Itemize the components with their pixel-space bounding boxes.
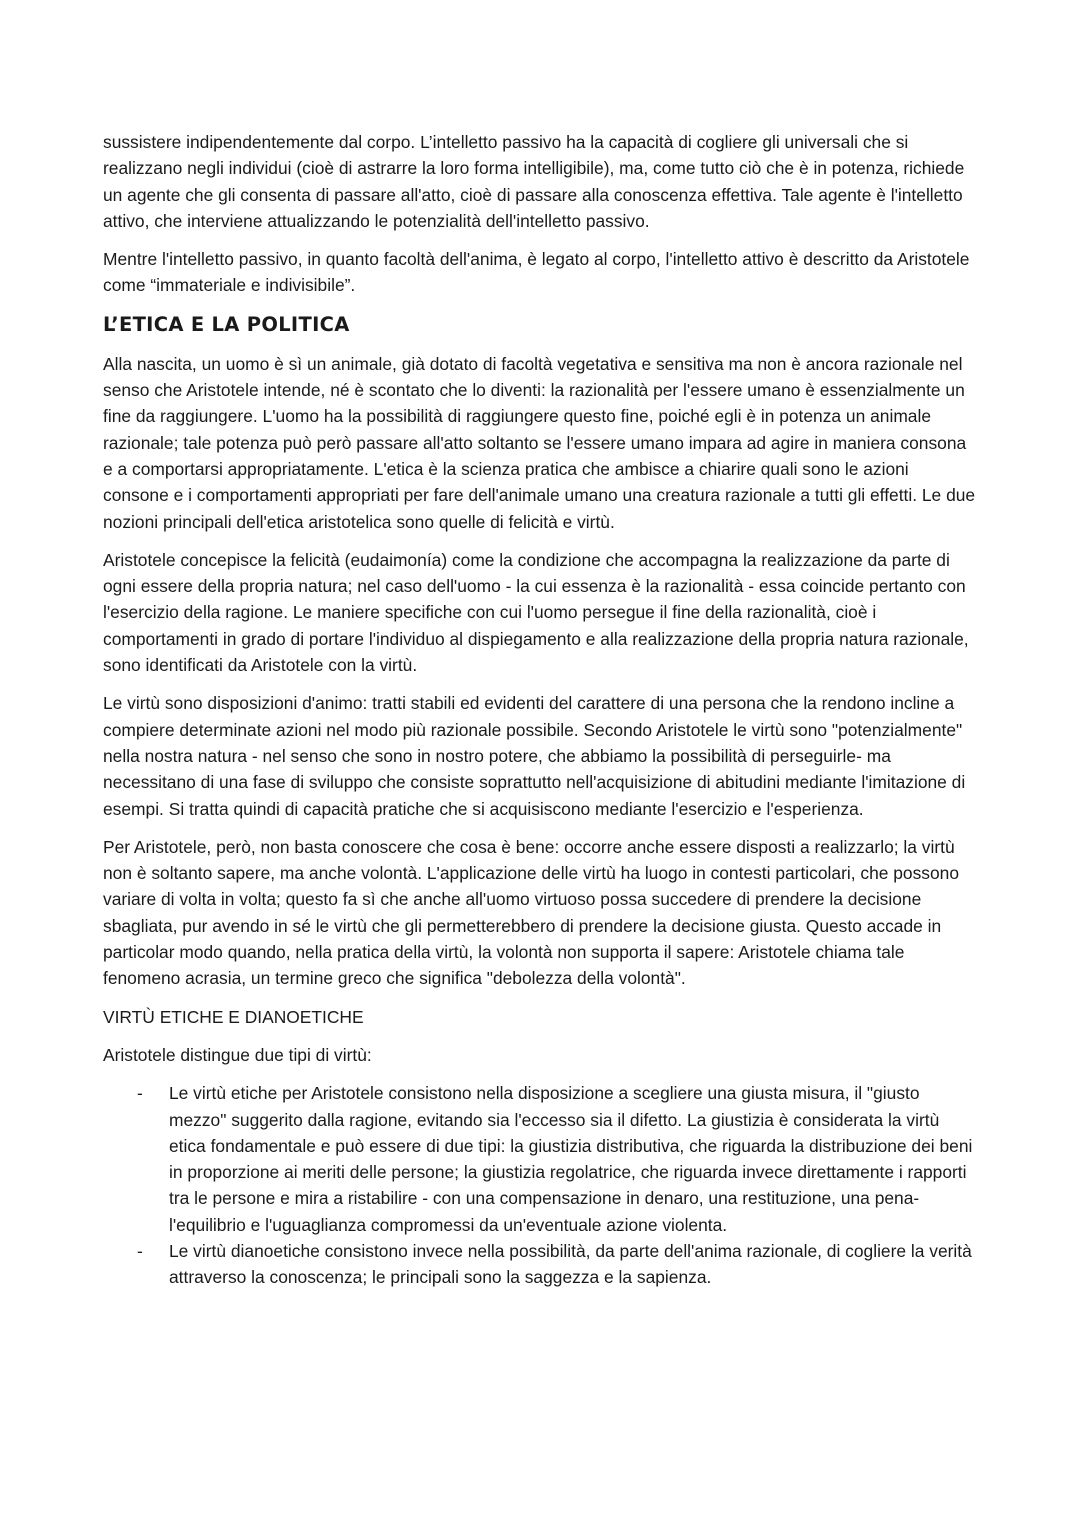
subsection-heading: VIRTÙ ETICHE E DIANOETICHE	[103, 1006, 364, 1027]
section-paragraph-4: Per Aristotele, però, non basta conoscere che cosa è bene: occorre anche essere disposti a realizzarlo; la virtù non è soltanto sapere, ma anche volontà. L'applicazione delle virtù ha luogo in contesti particolari, che possono variare di volta in volta; questo fa sì che anche all'uomo virtuoso possa succedere di prendere la decisione sbagliata, pur avendo in sé le virtù che gli permetterebbero di prendere la decisione giusta. Questo accade in particolar modo quando, nella pratica della virtù, la volontà non supporta il sapere: Aristotele chiama tale fenomeno acrasia, un termine greco che significa "debolezza della volontà".	[103, 836, 960, 989]
document-body	[103, 129, 978, 1291]
bullet-dash: -	[137, 1240, 143, 1261]
list-item-text: Le virtù dianoetiche consistono invece nella possibilità, da parte dell'anima razionale, di cogliere la verità attraverso la conoscenza; le principali sono la saggezza e la sapienza.	[169, 1240, 972, 1288]
section-paragraph-2: Aristotele concepisce la felicità (eudaimonía) come la condizione che accompagna la realizzazione da parte di ogni essere della propria natura; nel caso dell'uomo - la cui essenza è la razionalità - essa coincide pertanto con l'esercizio della ragione. Le maniere specifiche con cui l'uomo persegue il fine della razionalità, cioè i comportamenti in grado di portare l'individuo al dispiegamento e alla realizzazione della propria natura razionale, sono identificati da Aristotele con la virtù.	[103, 549, 969, 676]
virtue-list	[103, 1080, 978, 1290]
list-item-text: Le virtù etiche per Aristotele consistono nella disposizione a scegliere una giusta misura, il "giusto mezzo" suggerito dalla ragione, evitando sia l'eccesso sia il difetto. La giustizia è considerata la virtù etica fondamentale e può essere di due tipi: la giustizia distributiva, che riguarda la distribuzione dei beni in proporzione ai meriti delle persone; la giustizia regolatrice, che riguarda invece direttamente i rapporti tra le persone e mira a ristabilire - con una compensazione in denaro, una restituzione, una pena- l'equilibrio e l'uguaglianza compromessi da un'eventuale azione violenta.	[169, 1083, 973, 1235]
intro-paragraph-1: sussistere indipendentemente dal corpo. L’intelletto passivo ha la capacità di cogliere gli universali che si realizzano negli individui (cioè di astrarre la loro forma intelligibile), ma, come tutto ciò che è in potenza, richiede un agente che gli consenta di passare all'atto, cioè di passare alla conoscenza effettiva. Tale agente è l'intelletto attivo, che interviene attualizzando le potenzialità dell'intelletto passivo.	[103, 132, 965, 231]
section-heading: L’ETICA E LA POLITICA	[103, 312, 350, 336]
section-paragraph-1: Alla nascita, un uomo è sì un animale, già dotato di facoltà vegetativa e sensitiva ma non è ancora razionale nel senso che Aristotele intende, né è scontato che lo diventi: la razionalità per l'essere umano è essenzialmente un fine da raggiungere. L'uomo ha la possibilità di raggiungere questo fine, poiché egli è in potenza un animale razionale; tale potenza può però passare all'atto soltanto se l'essere umano impara ad agire in maniera consona e a comportarsi appropriatamente. L'etica è la scienza pratica che ambisce a chiarire quali sono le azioni consone e i comportamenti appropriati per fare dell'animale umano una creatura razionale a tutti gli effetti. Le due nozioni principali dell'etica aristotelica sono quelle di felicità e virtù.	[103, 353, 976, 532]
list-item	[103, 1238, 978, 1291]
section-paragraph-3: Le virtù sono disposizioni d'animo: tratti stabili ed evidenti del carattere di una persona che la rendono incline a compiere determinate azioni nel modo più razionale possibile. Secondo Aristotele le virtù sono "potenzialmente" nella nostra natura - nel senso che sono in nostro potere, che abbiamo la possibilità di perseguirle- ma necessitano di una fase di sviluppo che consiste soprattutto nell'acquisizione di abitudini mediante l'imitazione di esempi. Si tratta quindi di capacità pratiche che si acquisiscono mediante l'esercizio e l'esperienza.	[103, 693, 966, 819]
intro-paragraph-2: Mentre l'intelletto passivo, in quanto facoltà dell'anima, è legato al corpo, l'intelletto attivo è descritto da Aristotele come “immateriale e indivisibile”.	[103, 249, 970, 296]
bullet-dash: -	[137, 1083, 143, 1104]
subsection-intro: Aristotele distingue due tipi di virtù:	[103, 1044, 372, 1065]
list-item	[103, 1080, 978, 1238]
